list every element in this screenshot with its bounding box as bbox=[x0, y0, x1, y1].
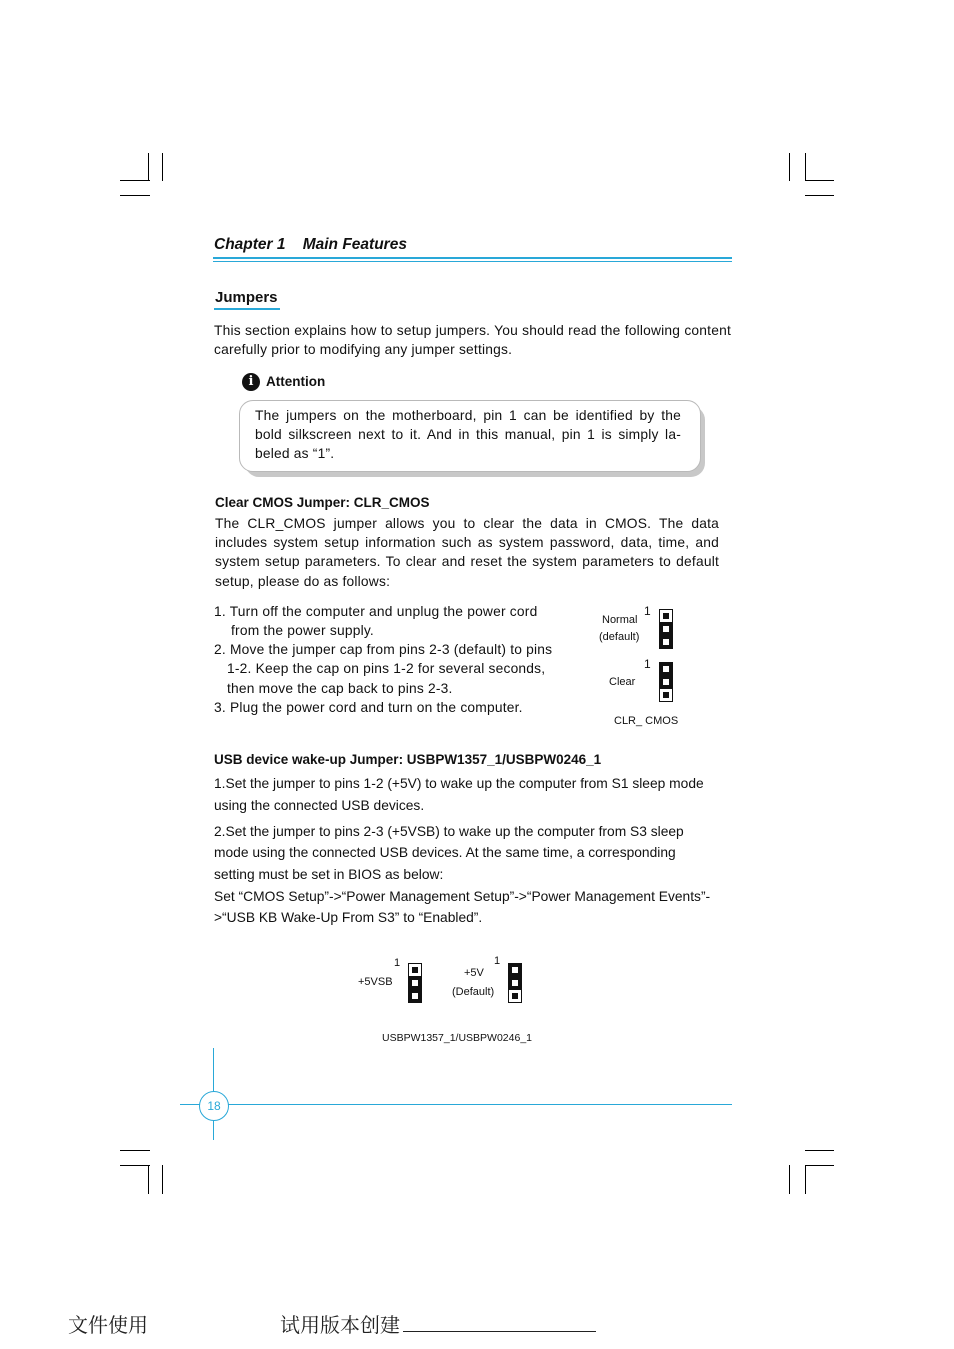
crop-mark bbox=[805, 1165, 834, 1166]
pin1-label: 1 bbox=[494, 955, 501, 967]
attention-text: The jumpers on the motherboard, pin 1 can be identified by the bold silkscreen next to it. And in this manual, pin 1 is simply la-beled as “1”. bbox=[255, 408, 681, 462]
clr-cmos-description: The CLR_CMOS jumper allows you to clear the data in CMOS. The data includes system setup information such as system password, data, time, and system setup parameters. To clear and reset the system parameters to default setup, please do as follows: bbox=[215, 516, 719, 589]
usb-wake-line: >“USB KB Wake-Up From S3” to “Enabled”. bbox=[214, 910, 483, 925]
pin1-label: 1 bbox=[644, 657, 651, 671]
crop-mark bbox=[789, 153, 790, 181]
watermark-right: 试用版本创建 bbox=[280, 1313, 400, 1337]
crop-mark bbox=[148, 1165, 149, 1194]
pin-2 bbox=[663, 626, 669, 632]
pin-2 bbox=[663, 679, 669, 685]
normal-label: Normal bbox=[602, 614, 638, 626]
pin-1 bbox=[409, 964, 421, 976]
crop-mark bbox=[162, 1165, 163, 1194]
pin-1 bbox=[660, 610, 672, 622]
crop-mark bbox=[789, 1165, 790, 1194]
pin-1 bbox=[512, 967, 518, 973]
step-line: 1. Turn off the computer and unplug the power cord bbox=[214, 604, 538, 619]
usb-wake-line: 2.Set the jumper to pins 2-3 (+5VSB) to wake up the computer from S3 sleep bbox=[214, 824, 684, 839]
page-number: 18 bbox=[199, 1091, 229, 1121]
usb-diagram-caption: USBPW1357_1/USBPW0246_1 bbox=[382, 1032, 532, 1044]
step-line: 1-2. Keep the cap on pins 1-2 for several seconds, bbox=[227, 661, 546, 676]
crop-mark bbox=[805, 1150, 834, 1151]
intro-paragraph: This section explains how to setup jumpers. You should read the following content carefully prior to modifying any jumper settings. bbox=[214, 323, 731, 358]
usb-wake-line: Set “CMOS Setup”->“Power Management Setup”->“Power Management Events”- bbox=[214, 889, 711, 904]
step-line: 2. Move the jumper cap from pins 2-3 (default) to pins bbox=[214, 642, 553, 657]
crop-mark bbox=[805, 153, 806, 181]
header-rule bbox=[213, 257, 732, 259]
watermark-left: 文件使用 bbox=[68, 1313, 148, 1337]
crop-mark bbox=[805, 1165, 806, 1194]
jumper-5vsb bbox=[408, 963, 422, 1003]
pin1-label: 1 bbox=[394, 957, 401, 969]
usb-wake-line: setting must be set in BIOS as below: bbox=[214, 867, 444, 882]
chapter-heading: Chapter 1 Main Features bbox=[214, 236, 407, 253]
v5-default-label: (Default) bbox=[452, 986, 495, 998]
step-line: from the power supply. bbox=[231, 623, 374, 638]
crop-mark bbox=[805, 180, 834, 181]
crop-mark bbox=[120, 1165, 150, 1166]
section-underline bbox=[214, 308, 280, 310]
header-rule bbox=[213, 261, 732, 262]
pin-3 bbox=[509, 990, 521, 1002]
clr-cmos-caption: CLR_ CMOS bbox=[614, 715, 679, 727]
crop-mark bbox=[120, 195, 150, 196]
normal-default-label: (default) bbox=[599, 631, 640, 643]
pin-2 bbox=[412, 980, 418, 986]
crop-mark bbox=[148, 153, 149, 181]
usb-wake-line: 1.Set the jumper to pins 1-2 (+5V) to wake up the computer from S1 sleep mode bbox=[214, 776, 704, 791]
pin-2 bbox=[512, 980, 518, 986]
vsb-label: +5VSB bbox=[358, 976, 393, 988]
v5-label: +5V bbox=[464, 967, 484, 979]
watermark-underline bbox=[403, 1331, 596, 1332]
pin-3 bbox=[412, 993, 418, 999]
attention-label: Attention bbox=[266, 374, 326, 389]
info-icon: i bbox=[242, 373, 260, 391]
section-title: Jumpers bbox=[215, 289, 278, 306]
usb-wake-line: mode using the connected USB devices. At the same time, a corresponding bbox=[214, 845, 676, 860]
pin1-label: 1 bbox=[644, 604, 651, 618]
jumper-clear bbox=[659, 662, 673, 702]
usb-wake-title: USB device wake-up Jumper: USBPW1357_1/USBPW0246_1 bbox=[214, 752, 602, 767]
crop-mark bbox=[162, 153, 163, 181]
jumper-normal bbox=[659, 609, 673, 649]
step-line: 3. Plug the power cord and turn on the computer. bbox=[214, 700, 523, 715]
clr-cmos-title: Clear CMOS Jumper: CLR_CMOS bbox=[215, 495, 430, 510]
pin-3 bbox=[660, 689, 672, 701]
crop-mark bbox=[120, 1150, 150, 1151]
clear-label: Clear bbox=[609, 676, 636, 688]
step-line: then move the cap back to pins 2-3. bbox=[227, 681, 453, 696]
crop-mark bbox=[805, 195, 834, 196]
pin-3 bbox=[663, 639, 669, 645]
pin-1 bbox=[663, 666, 669, 672]
crop-mark bbox=[120, 180, 150, 181]
footer-rule bbox=[180, 1104, 732, 1105]
jumper-5v bbox=[508, 963, 522, 1003]
usb-wake-line: using the connected USB devices. bbox=[214, 798, 425, 813]
